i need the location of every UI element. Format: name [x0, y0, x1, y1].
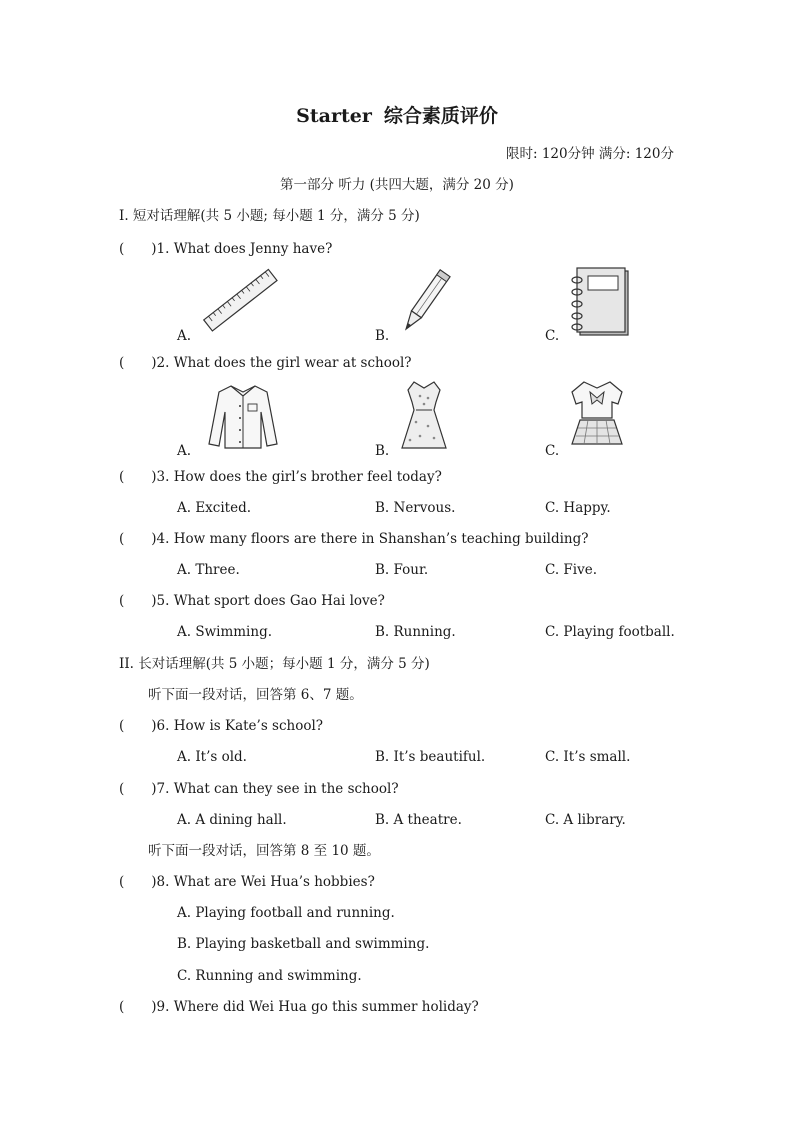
q4-option-c: C. Five.: [545, 562, 598, 578]
q1-option-a-label: A.: [177, 328, 192, 344]
q2-option-b-label: B.: [375, 443, 390, 459]
title-english: Starter: [296, 105, 372, 127]
notebook-icon: [568, 266, 632, 338]
title-chinese: 综合素质评价: [383, 105, 498, 127]
q1-option-b-label: B.: [375, 328, 390, 344]
q2-option-c-label: C.: [545, 443, 560, 459]
q1-option-c-label: C.: [545, 328, 560, 344]
question-8-stem: ( )8. What are Wei Hua’s hobbies?: [119, 874, 375, 890]
section-1-heading: I. 短对话理解(共 5 小题; 每小题 1 分，满分 5 分): [119, 208, 420, 224]
question-4-stem: ( )4. How many floors are there in Shanshan’s teaching building?: [119, 531, 589, 547]
question-1-stem: ( )1. What does Jenny have?: [119, 241, 333, 257]
page-title: [0, 107, 794, 125]
q5-option-a: A. Swimming.: [177, 624, 273, 640]
q3-option-b: B. Nervous.: [375, 500, 456, 516]
q4-option-a: A. Three.: [177, 562, 240, 578]
q8-option-b: B. Playing basketball and swimming.: [177, 936, 430, 952]
q3-option-a: A. Excited.: [177, 500, 252, 516]
q5-option-c: C. Playing football.: [545, 624, 675, 640]
question-9-stem: ( )9. Where did Wei Hua go this summer holiday?: [119, 999, 479, 1015]
dress-icon: [398, 380, 450, 452]
q6-option-c: C. It’s small.: [545, 749, 631, 765]
part-heading: 第一部分 听力 (共四大题，满分 20 分): [280, 177, 514, 193]
time-score-info: 限时: 120分钟 满分: 120分: [505, 146, 674, 162]
pencil-icon: [398, 265, 452, 339]
question-6-stem: ( )6. How is Kate’s school?: [119, 718, 324, 734]
q7-option-b: B. A theatre.: [375, 812, 462, 828]
ruler-icon: [198, 264, 284, 338]
q7-option-c: C. A library.: [545, 812, 626, 828]
question-7-stem: ( )7. What can they see in the school?: [119, 781, 399, 797]
question-5-stem: ( )5. What sport does Gao Hai love?: [119, 593, 385, 609]
q5-option-b: B. Running.: [375, 624, 456, 640]
shirt-icon: [203, 382, 283, 452]
q3-option-c: C. Happy.: [545, 500, 611, 516]
q8-option-c: C. Running and swimming.: [177, 968, 362, 984]
uniform-icon: [566, 378, 628, 452]
section-2-intro-1: 听下面一段对话，回答第 6、7 题。: [148, 687, 363, 703]
q6-option-b: B. It’s beautiful.: [375, 749, 486, 765]
section-2-intro-2: 听下面一段对话，回答第 8 至 10 题。: [148, 843, 380, 859]
q4-option-b: B. Four.: [375, 562, 429, 578]
q7-option-a: A. A dining hall.: [177, 812, 287, 828]
section-2-heading: II. 长对话理解(共 5 小题；每小题 1 分，满分 5 分): [119, 656, 430, 672]
question-2-stem: ( )2. What does the girl wear at school?: [119, 355, 412, 371]
q6-option-a: A. It’s old.: [177, 749, 247, 765]
q8-option-a: A. Playing football and running.: [177, 905, 395, 921]
q2-option-a-label: A.: [177, 443, 192, 459]
question-3-stem: ( )3. How does the girl’s brother feel today?: [119, 469, 442, 485]
